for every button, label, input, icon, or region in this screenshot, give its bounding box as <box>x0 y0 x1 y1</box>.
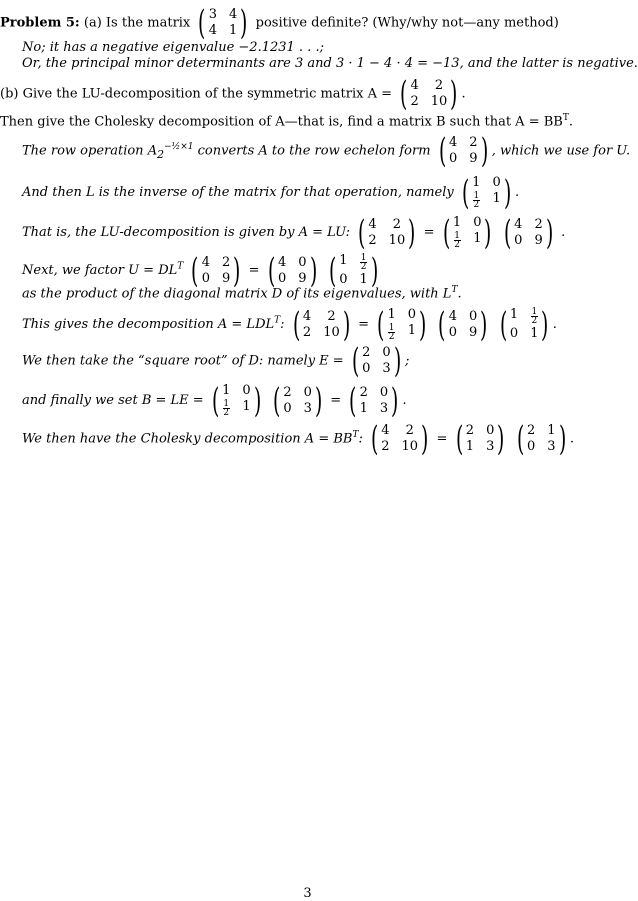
matrix-BT: ( 2 1 0 3 ) <box>516 419 566 459</box>
matrix-D: ( 4 0 0 9 ) <box>267 250 317 291</box>
part-b-line: (b) Give the LU-decomposition of the symmetric matrix A = ( 4 2 2 10 ) . <box>0 74 466 114</box>
problem-label: Problem 5: <box>0 15 80 31</box>
problem-line <box>0 3 559 43</box>
matrix-L: ( 1 0 1 2 1 ) <box>461 172 512 213</box>
answer-line-1: No; it has a negative eigenvalue −2.1231 . . .; <box>22 40 324 55</box>
cholesky-question: Then give the Cholesky decomposition of A—that is, find a matrix B such that $A = BB^T$. <box>0 113 573 130</box>
part-a-tail: positive definite? (Why/why not—any method) <box>255 15 559 31</box>
matrix-E: ( 2 0 0 3 ) <box>351 341 401 381</box>
L-line: And then L is the inverse of the matrix for that operation, namely ( 1 0 1 2 1 ) . <box>22 172 520 213</box>
sqrt-line: We then take the “square root” of D: namely E = ( 2 0 0 3 ) ; <box>22 341 410 381</box>
factor-U-line: Next, we factor $U = DL^T$ ( 4 2 0 9 ) = ( 4 0 0 9 ) ( 1 1 2 0 1 ) <box>22 250 379 291</box>
matrix-a: ( 3 4 4 1 ) <box>198 3 248 43</box>
page-number: 3 <box>303 886 312 901</box>
diag-line: as the product of the diagonal matrix D of its eigenvalues, with $L^T$. <box>22 285 462 302</box>
lu-line: That is, the LU-decomposition is given by A = LU: ( 4 2 2 10 ) = ( 1 0 1 2 1 ) ( 4 2 0 9 ) . <box>22 212 566 253</box>
matrix-B: ( 2 0 1 3 ) <box>349 380 399 421</box>
part-a-text: (a) Is the matrix <box>83 15 191 31</box>
part-b-text: (b) Give the LU-decomposition of the symmetric matrix A = <box>0 86 393 102</box>
answer-line-2: Or, the principal minor determinants are 3 and 3 · 1 − 4 · 4 = −13, and the latter is negative. <box>22 56 638 71</box>
ldl-line: This gives the decomposition $A = LDL^T$: ( 4 2 2 10 ) = ( 1 0 1 2 1 ) ( 4 0 0 9 ) ( 1 1 2 0 1 ) . <box>22 304 557 345</box>
matrix-A: ( 4 2 2 10 ) <box>400 74 458 114</box>
row-op-line: The row operation $A_2^{-\frac{1}{2}\times 1}$ converts A to the row echelon form ( 4 2 0 9 ) , which we use for U. <box>22 131 631 171</box>
cholesky-line: We then have the Cholesky decomposition $A = BB^T$: ( 4 2 2 10 ) = ( 2 0 1 3 ) ( 2 1 0 3 ) . <box>22 419 574 459</box>
matrix-U: ( 4 2 0 9 ) <box>438 131 488 171</box>
final-line: and finally we set B = LE = ( 1 0 1 2 1 ) ( 2 0 0 3 ) = ( 2 0 1 3 ) . <box>22 380 407 421</box>
